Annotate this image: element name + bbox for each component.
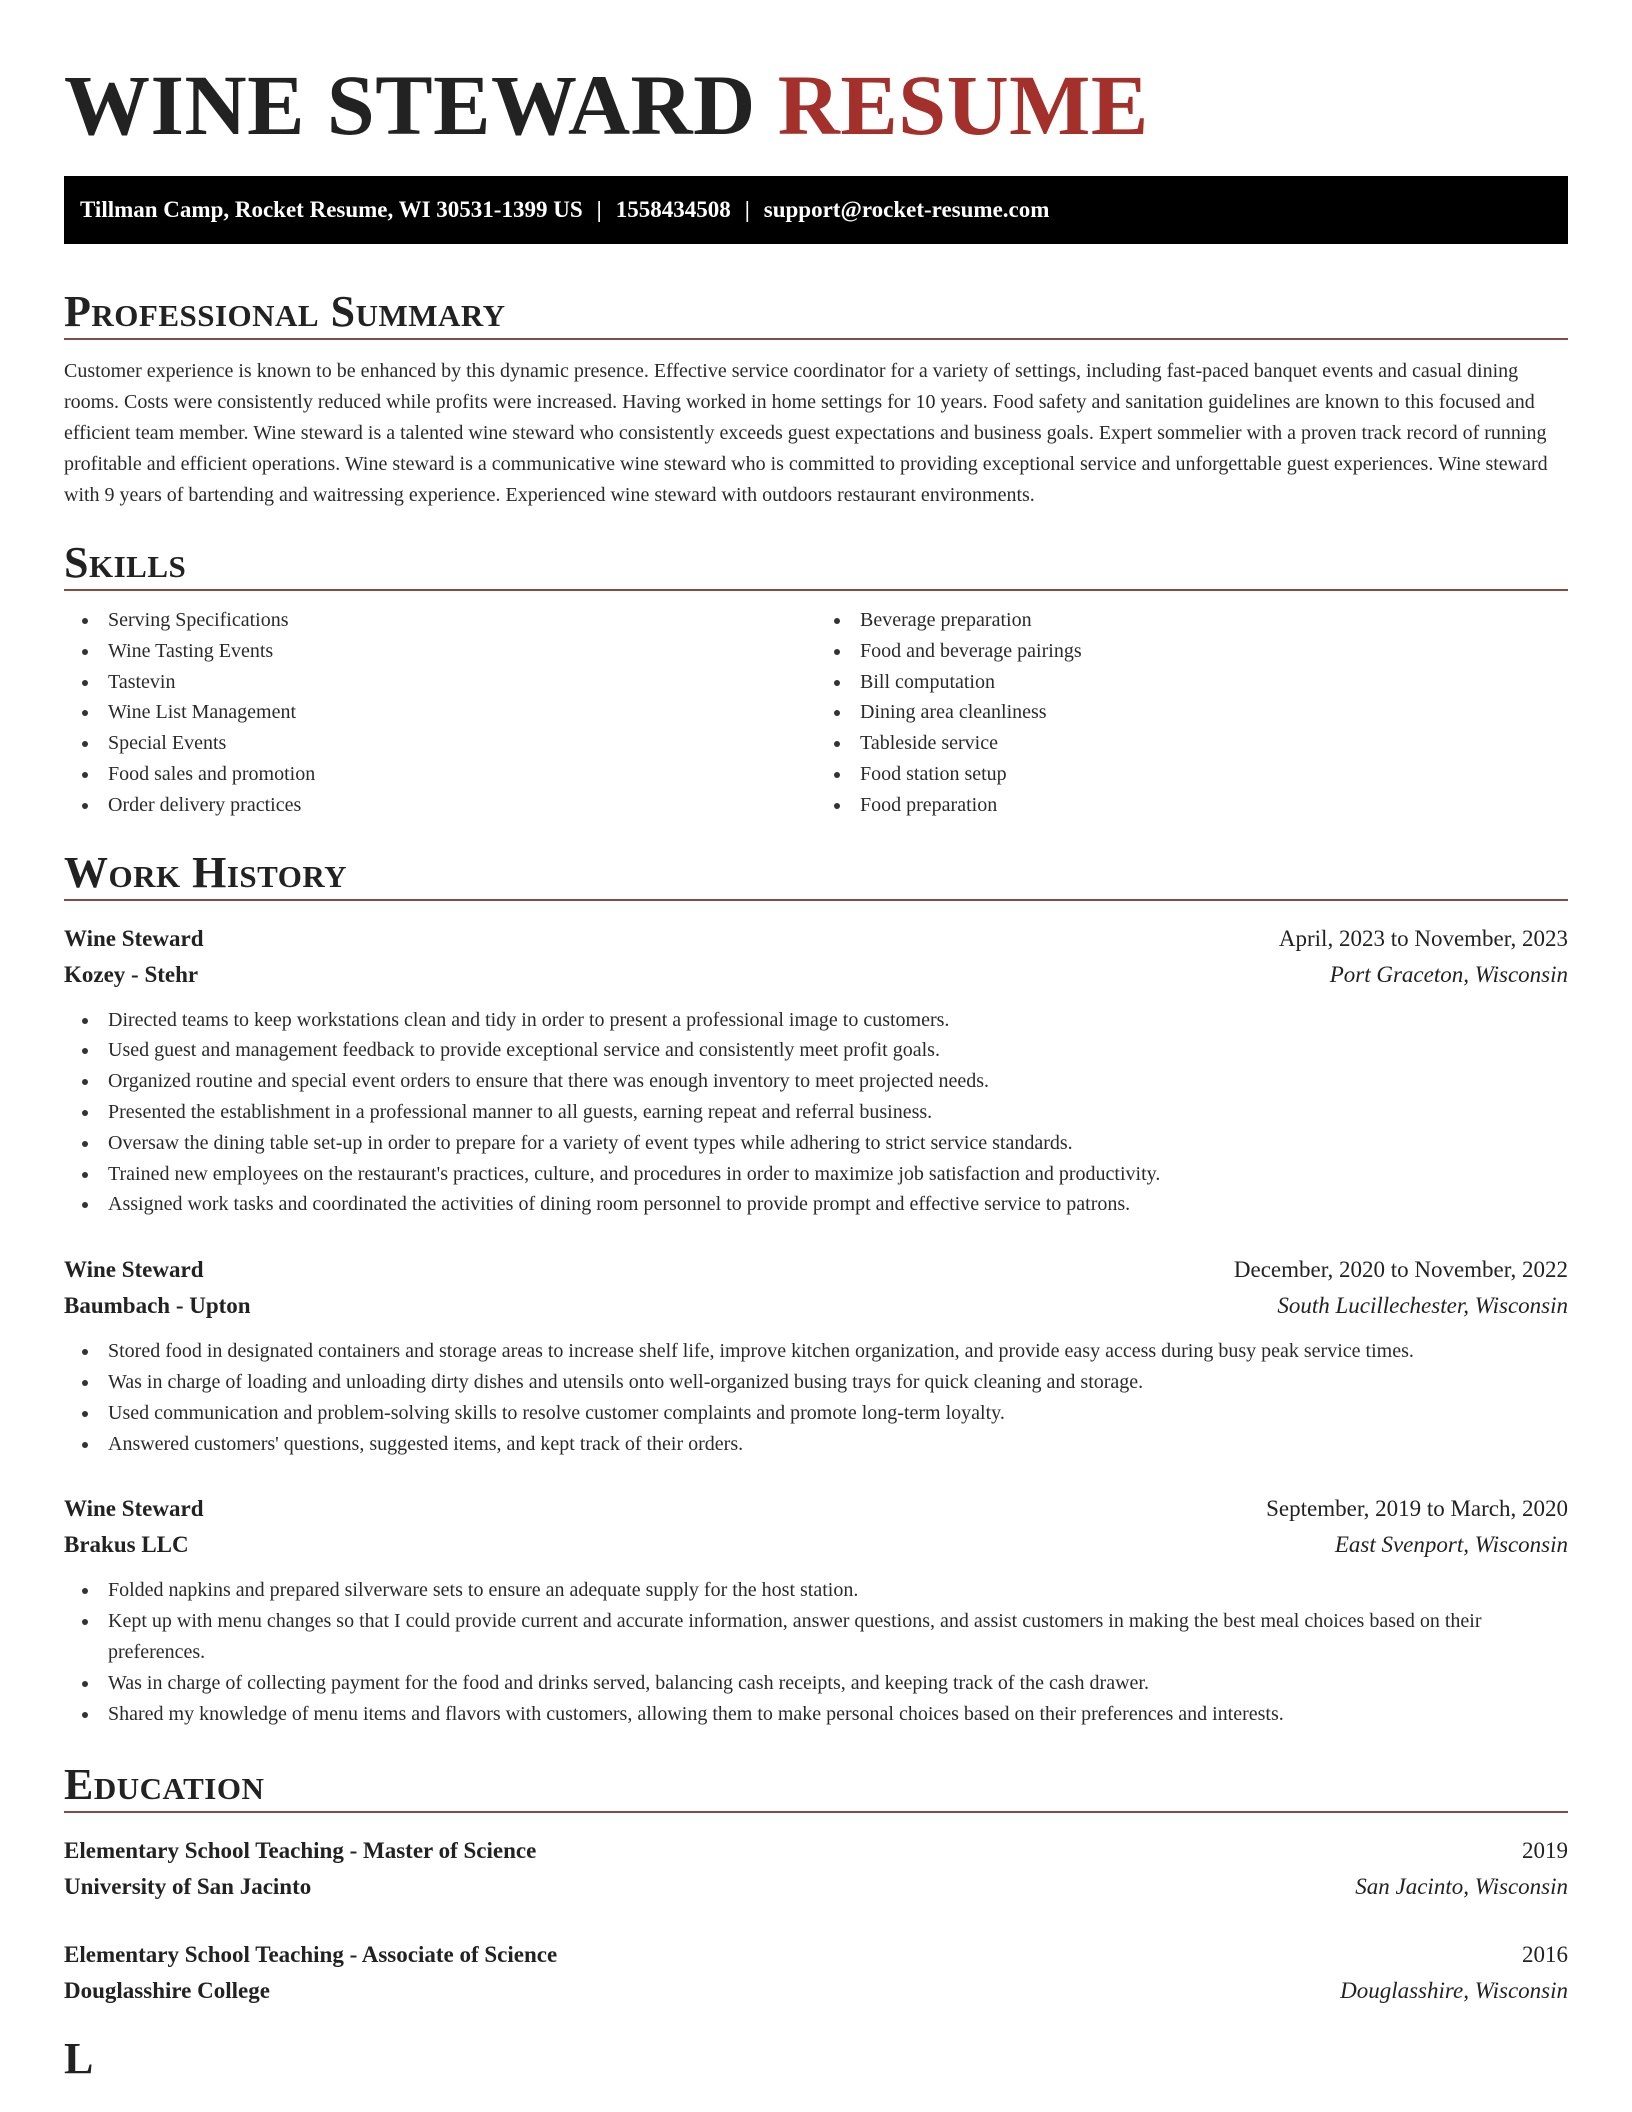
skill-item: Food station setup xyxy=(816,759,1568,790)
section-divider xyxy=(64,589,1568,591)
job-bullet: Assigned work tasks and coordinated the activities of dining room personnel to provide prompt and effective service to patrons. xyxy=(64,1189,1568,1220)
skill-item: Beverage preparation xyxy=(816,605,1568,636)
education-entry xyxy=(64,1937,1568,2009)
education-year: 2016 xyxy=(1522,1942,1568,1968)
job-bullet: Folded napkins and prepared silverware sets to ensure an adequate supply for the host station. xyxy=(64,1575,1568,1606)
job-company: Brakus LLC xyxy=(64,1532,189,1558)
summary-text: Customer experience is known to be enhanced by this dynamic presence. Effective service coordinator for a variety of settings, including fast-paced banquet events and casual dining rooms. Costs were consistently reduced while profits were increased. Having worked in home settings for 10 years. Food safety and sanitation guidelines are known to this focused and efficient team member. Wine steward is a talented wine steward who consistently exceeds guest expectations and business goals. Expert sommelier with a proven track record of running profitable and efficient operations. Wine steward is a communicative wine steward who is committed to providing exceptional service and unforgettable guest experiences. Wine steward with 9 years of bartending and waitressing experience. Experienced wine steward with outdoors restaurant environments. xyxy=(64,360,1548,506)
contact-phone: 1558434508 xyxy=(615,197,731,222)
job-entry xyxy=(64,1252,1568,1459)
job-subheader xyxy=(64,1527,1568,1563)
job-bullets xyxy=(64,1005,1568,1221)
job-bullet: Stored food in designated containers and storage areas to increase shelf life, improve kitchen organization, and provide easy access during busy peak service times. xyxy=(64,1336,1568,1367)
job-bullet: Oversaw the dining table set-up in order to prepare for a variety of event types while adhering to strict service standards. xyxy=(64,1128,1568,1159)
section-title-next: L xyxy=(64,2034,94,2084)
education-location: Douglasshire, Wisconsin xyxy=(1340,1978,1568,2004)
contact-address: Tillman Camp, Rocket Resume, WI 30531-1399 US xyxy=(80,197,583,222)
job-subheader xyxy=(64,1288,1568,1324)
skills-list xyxy=(64,605,1568,821)
skill-item: Wine List Management xyxy=(64,697,816,728)
job-dates: April, 2023 to November, 2023 xyxy=(1278,925,1568,951)
title-accent: RESUME xyxy=(777,57,1149,153)
skills-column-left xyxy=(64,605,816,821)
job-company: Baumbach - Upton xyxy=(64,1293,251,1319)
skill-item: Wine Tasting Events xyxy=(64,636,816,667)
section-divider xyxy=(64,1811,1568,1813)
job-title: Wine Steward xyxy=(64,1496,204,1522)
job-bullet: Organized routine and special event orders to ensure that there was enough inventory to meet projected needs. xyxy=(64,1066,1568,1097)
skill-item: Order delivery practices xyxy=(64,790,816,821)
skill-item: Food sales and promotion xyxy=(64,759,816,790)
skill-item: Tastevin xyxy=(64,667,816,698)
skill-item: Special Events xyxy=(64,728,816,759)
skill-item: Serving Specifications xyxy=(64,605,816,636)
job-location: South Lucillechester, Wisconsin xyxy=(1277,1293,1568,1319)
job-dates: September, 2019 to March, 2020 xyxy=(1266,1496,1568,1522)
job-location: East Svenport, Wisconsin xyxy=(1334,1532,1568,1558)
job-bullet: Directed teams to keep workstations clean and tidy in order to present a professional image to customers. xyxy=(64,1005,1568,1036)
section-title-summary: Professional Summary xyxy=(64,287,506,336)
education-degree: Elementary School Teaching - Master of Science xyxy=(64,1838,537,1864)
education-header xyxy=(64,1937,1568,1973)
skill-item: Food and beverage pairings xyxy=(816,636,1568,667)
job-bullet: Presented the establishment in a professional manner to all guests, earning repeat and referral business. xyxy=(64,1097,1568,1128)
job-subheader xyxy=(64,957,1568,993)
job-header xyxy=(64,1491,1568,1527)
skill-item: Dining area cleanliness xyxy=(816,697,1568,728)
education-location: San Jacinto, Wisconsin xyxy=(1355,1874,1568,1900)
job-company: Kozey - Stehr xyxy=(64,961,199,987)
job-bullet: Was in charge of collecting payment for the food and drinks served, balancing cash receipts, and keeping track of the cash drawer. xyxy=(64,1668,1568,1699)
education-year: 2019 xyxy=(1522,1838,1568,1864)
job-entry xyxy=(64,1491,1568,1729)
job-bullets xyxy=(64,1336,1568,1459)
job-bullet: Trained new employees on the restaurant's practices, culture, and procedures in order to maximize job satisfaction and productivity. xyxy=(64,1159,1568,1190)
education-entry xyxy=(64,1833,1568,1905)
section-title-work-history: Work History xyxy=(64,847,348,897)
education-school: Douglasshire College xyxy=(64,1978,270,2004)
contact-separator: | xyxy=(744,197,750,222)
contact-separator: | xyxy=(596,197,602,222)
job-title: Wine Steward xyxy=(64,1257,204,1283)
skills-column-right xyxy=(816,605,1568,821)
job-location: Port Graceton, Wisconsin xyxy=(1329,961,1568,987)
job-bullet: Used guest and management feedback to provide exceptional service and consistently meet profit goals. xyxy=(64,1035,1568,1066)
education-subheader xyxy=(64,1973,1568,2009)
job-header xyxy=(64,1252,1568,1288)
section-title-skills: Skills xyxy=(64,538,187,587)
contact-bar xyxy=(64,176,1568,244)
job-header xyxy=(64,921,1568,957)
skill-item: Food preparation xyxy=(816,790,1568,821)
job-entry xyxy=(64,921,1568,1221)
title-main: WINE STEWARD xyxy=(64,57,756,153)
job-bullet: Used communication and problem-solving skills to resolve customer complaints and promote long-term loyalty. xyxy=(64,1398,1568,1429)
job-bullet: Kept up with menu changes so that I could provide current and accurate information, answer questions, and assist customers in making the best meal choices based on their preferences. xyxy=(64,1606,1568,1668)
job-bullet: Shared my knowledge of menu items and flavors with customers, allowing them to make personal choices based on their preferences and interests. xyxy=(64,1699,1568,1730)
section-divider xyxy=(64,899,1568,901)
job-bullet: Answered customers' questions, suggested items, and kept track of their orders. xyxy=(64,1429,1568,1460)
education-degree: Elementary School Teaching - Associate of Science xyxy=(64,1942,558,1968)
education-header xyxy=(64,1833,1568,1869)
job-title: Wine Steward xyxy=(64,925,204,951)
section-title-education: Education xyxy=(64,1760,265,1810)
resume-title xyxy=(64,0,1568,176)
section-divider xyxy=(64,338,1568,340)
job-bullet: Was in charge of loading and unloading dirty dishes and utensils onto well-organized busing trays for quick cleaning and storage. xyxy=(64,1367,1568,1398)
contact-email[interactable]: support@rocket-resume.com xyxy=(763,197,1050,222)
education-subheader xyxy=(64,1869,1568,1905)
job-dates: December, 2020 to November, 2022 xyxy=(1233,1257,1568,1283)
skill-item: Tableside service xyxy=(816,728,1568,759)
job-bullets xyxy=(64,1575,1568,1729)
skill-item: Bill computation xyxy=(816,667,1568,698)
education-school: University of San Jacinto xyxy=(64,1874,312,1900)
